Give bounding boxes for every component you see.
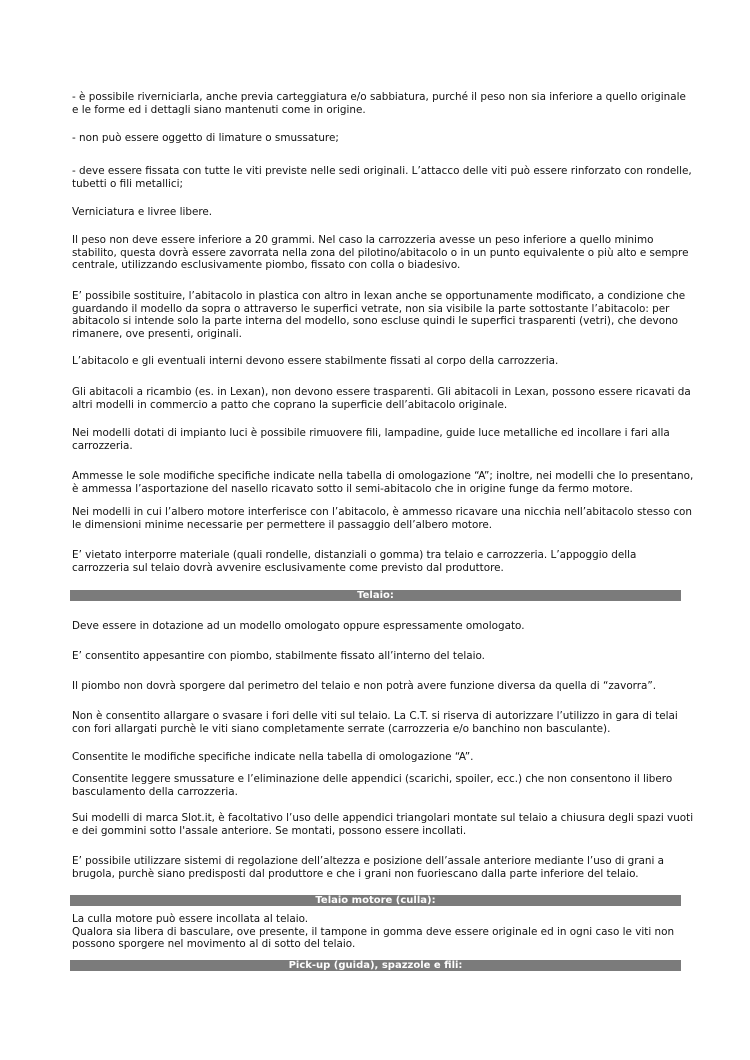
paragraph-abitacoli-ricambio: Gli abitacoli a ricambio (es. in Lexan), non devono essere trasparenti. Gli abitacoli in Lexan, possono essere ricavati da altri modelli in commercio a patto che coprano la superficie dell’abitacolo originale. <box>72 386 691 411</box>
paragraph-modifiche-a: Ammesse le sole modifiche specifiche indicate nella tabella di omologazione “A”; inoltre, nei modelli che lo presentano, è ammessa l’asportazione del nasello ricavato sotto il semi-abitacolo che in origine funge da fermo motore. <box>72 470 694 495</box>
paragraph-fori-viti: Non è consentito allargare o svasare i fori delle viti sul telaio. La C.T. si riserva di autorizzare l’utilizzo in gara di telai con fori allargati purchè le viti siano completamente serrate (carrozzeria e/o banchino non basculante). <box>72 710 678 735</box>
section-heading-pickup: Pick-up (guida), spazzole e fili: <box>70 960 681 971</box>
paragraph-albero-motore: Nei modelli in cui l’albero motore interferisce con l’abitacolo, è ammesso ricavare una nicchia nell’abitacolo stesso con le dimensioni minime necessarie per permettere il passaggio dell’albero motore. <box>72 506 692 531</box>
paragraph-riverniciatura: - è possibile riverniciarla, anche previa carteggiatura e/o sabbiatura, purché il peso non sia inferiore a quello originale e le forme ed i dettagli siano mantenuti come in origine. <box>72 91 686 116</box>
paragraph-verniciatura: Verniciatura e livree libere. <box>72 206 213 218</box>
paragraph-dotazione: Deve essere in dotazione ad un modello omologato oppure espressamente omologato. <box>72 620 525 632</box>
paragraph-abitacolo-lexan: E’ possibile sostituire, l’abitacolo in plastica con altro in lexan anche se opportunamente modificato, a condizione che guardando il modello da sopra o attraverso le superfici vetrate, non sia visibile la parte sottostante l’abitacolo: per abitacolo si intende solo la parte interna del modello, sono escluse quindi le superfici trasparenti (vetri), che devono rimanere, ove presenti, originali. <box>72 290 686 340</box>
paragraph-abitacolo-fissato: L’abitacolo e gli eventuali interni devono essere stabilmente fissati al corpo della carrozzeria. <box>72 355 559 367</box>
paragraph-modifiche-telaio: Consentite le modifiche specifiche indicate nella tabella di omologazione “A”. <box>72 751 474 763</box>
paragraph-smussature: Consentite leggere smussature e l’eliminazione delle appendici (scarichi, spoiler, ecc.) che non consentono il libero basculamento della carrozzeria. <box>72 773 673 798</box>
paragraph-impianto-luci: Nei modelli dotati di impianto luci è possibile rimuovere fili, lampadine, guide luce metalliche ed incollare i fari alla carrozzeria. <box>72 427 670 452</box>
paragraph-interporre-materiale: E’ vietato interporre materiale (quali rondelle, distanziali o gomma) tra telaio e carrozzeria. L’appoggio della carrozzeria sul telaio dovrà avvenire esclusivamente come previsto dal produttore. <box>72 549 637 574</box>
paragraph-piombo: Il piombo non dovrà sporgere dal perimetro del telaio e non potrà avere funzione diversa da quella di “zavorra”. <box>72 680 657 692</box>
paragraph-appesantire: E’ consentito appesantire con piombo, stabilmente fissato all’interno del telaio. <box>72 650 485 662</box>
section-heading-telaio: Telaio: <box>70 590 681 601</box>
paragraph-regolazione-altezza: E’ possibile utilizzare sistemi di regolazione dell’altezza e posizione dell’assale anteriore mediante l’uso di grani a brugola, purchè siano predisposti dal produttore e che i grani non fuoriescano dalla parte inferiore del telaio. <box>72 855 665 880</box>
paragraph-peso: Il peso non deve essere inferiore a 20 grammi. Nel caso la carrozzeria avesse un peso inferiore a quello minimo stabilito, questa dovrà essere zavorrata nella zona del pilotino/abitacolo o in un punto equivalente o più alto e sempre centrale, utilizzando esclusivamente piombo, fissato con colla o biadesivo. <box>72 234 689 272</box>
paragraph-viti: - deve essere fissata con tutte le viti previste nelle sedi originali. L’attacco delle viti può essere rinforzato con rondelle, tubetti o fili metallici; <box>72 165 692 190</box>
paragraph-limature: - non può essere oggetto di limature o smussature; <box>72 132 339 144</box>
section-heading-telaio-motore: Telaio motore (culla): <box>70 895 681 906</box>
paragraph-culla-motore: La culla motore può essere incollata al telaio. Qualora sia libera di basculare, ove presente, il tampone in gomma deve essere originale ed in ogni caso le viti non possono sporgere nel movimento al di sotto del telaio. <box>72 913 675 951</box>
paragraph-slot-it: Sui modelli di marca Slot.it, è facoltativo l’uso delle appendici triangolari montate sul telaio a chiusura degli spazi vuoti e dei gommini sotto l'assale anteriore. Se montati, possono essere incollati. <box>72 812 694 837</box>
